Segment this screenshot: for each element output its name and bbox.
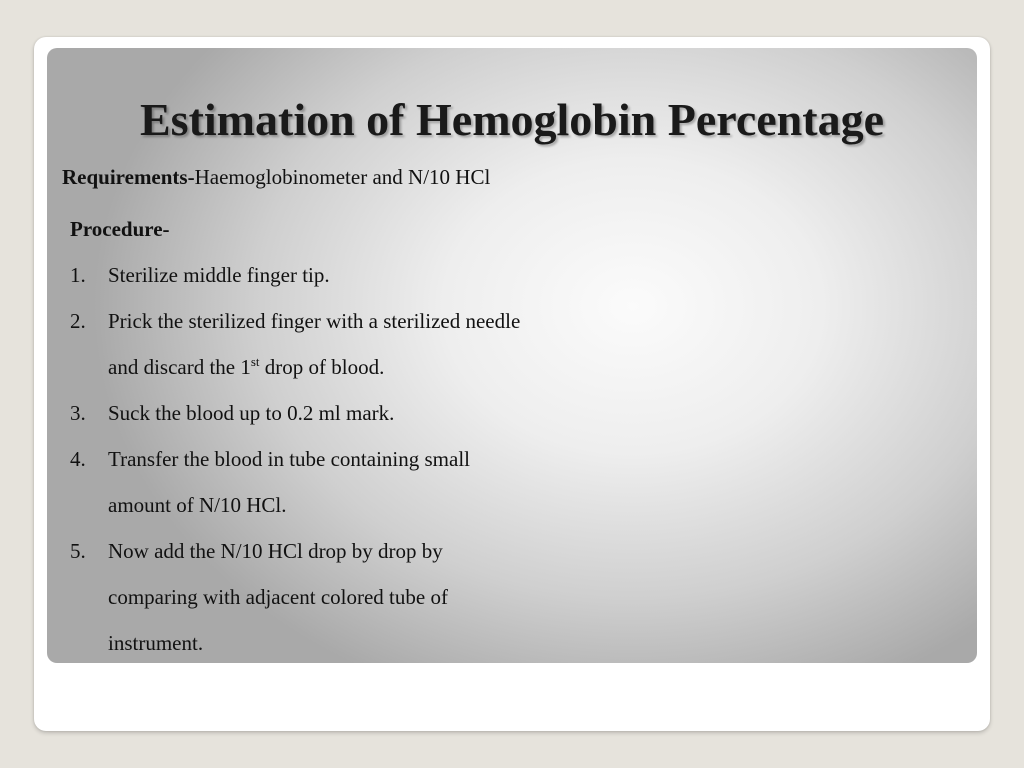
requirements-line [62, 163, 490, 191]
step-text-part: drop of blood. [259, 355, 385, 379]
step-text: Sterilize middle finger tip. [108, 263, 330, 287]
requirements-label: Requirements- [62, 165, 195, 189]
step-text-continued: amount of N/10 HCl. [108, 493, 287, 517]
step-number: 3. [70, 401, 86, 425]
ordinal-superscript: st [250, 354, 260, 369]
procedure-heading: Procedure- [70, 217, 170, 241]
step-text: Prick the sterilized finger with a sterilized needle [108, 309, 521, 333]
step-number: 1. [70, 263, 86, 287]
step-text: Transfer the blood in tube containing small [108, 447, 471, 471]
step-text: Suck the blood up to 0.2 ml mark. [108, 401, 395, 425]
slide-title: Estimation of Hemoglobin Percentage [140, 94, 884, 145]
step-text-continued: comparing with adjacent colored tube of [108, 585, 448, 609]
step-number: 5. [70, 539, 86, 563]
step-text: Now add the N/10 HCl drop by drop by [108, 539, 443, 563]
requirements-value: Haemoglobinometer and N/10 HCl [194, 165, 491, 189]
step-text-part: and discard the 1 [108, 355, 251, 379]
step-number: 2. [70, 309, 86, 333]
step-text-continued: instrument. [108, 631, 204, 655]
step-number: 4. [70, 447, 86, 471]
step-text-continued [108, 353, 384, 381]
